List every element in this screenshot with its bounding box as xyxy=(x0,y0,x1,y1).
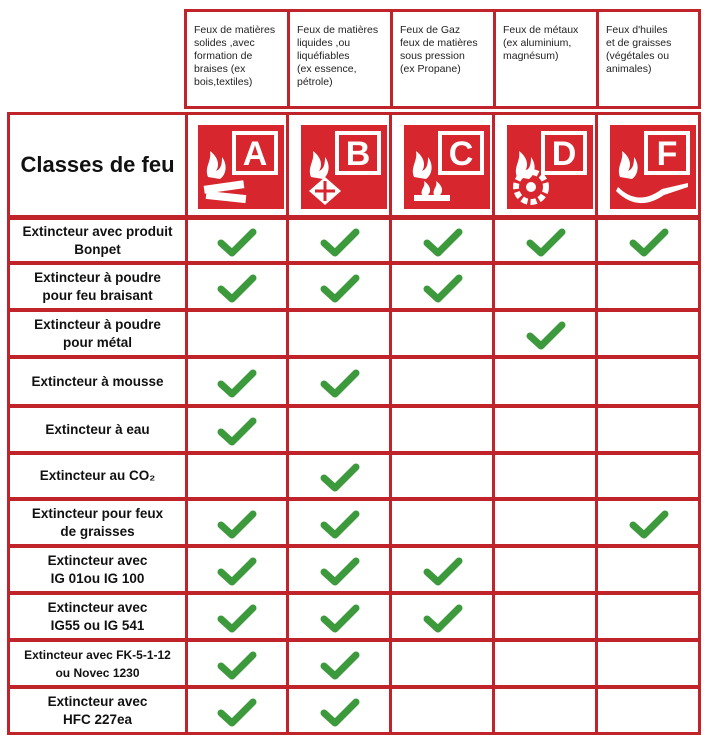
column-divider xyxy=(389,501,392,544)
checkmark-icon xyxy=(217,228,257,258)
column-divider xyxy=(286,689,289,732)
fire-class-d-icon xyxy=(507,125,593,209)
column-divider xyxy=(185,455,188,497)
table-row xyxy=(7,592,701,641)
table-row xyxy=(7,686,701,735)
checkmark-icon xyxy=(320,228,360,258)
fire-class-c-description: Feux de Gaz feux de matières sous pression (ex Propane) xyxy=(390,9,496,109)
checkmark-icon xyxy=(320,604,360,634)
column-divider xyxy=(185,115,188,215)
checkmark-icon xyxy=(526,228,566,258)
column-divider xyxy=(492,408,495,451)
checkmark-icon xyxy=(320,274,360,304)
fire-class-letter: F xyxy=(656,135,678,173)
checkmark-icon xyxy=(320,463,360,493)
column-divider xyxy=(286,408,289,451)
column-divider xyxy=(492,501,495,544)
column-divider xyxy=(185,408,188,451)
fire-class-b-description: Feux de matières liquides ,ou liquéfiables (ex essence, pétrole) xyxy=(287,9,393,109)
fire-class-letter: A xyxy=(242,135,268,173)
column-divider xyxy=(389,595,392,638)
column-divider xyxy=(595,408,598,451)
column-divider xyxy=(595,595,598,638)
column-divider xyxy=(185,359,188,404)
column-divider xyxy=(389,220,392,261)
checkmark-icon xyxy=(629,510,669,540)
checkmark-icon xyxy=(320,651,360,681)
column-divider xyxy=(492,265,495,308)
column-divider xyxy=(389,312,392,355)
fire-class-d-description: Feux de métaux (ex aluminium, magnésum) xyxy=(493,9,599,109)
column-divider xyxy=(286,115,289,215)
fire-class-a-icon xyxy=(198,125,284,209)
column-divider xyxy=(185,642,188,685)
table-row xyxy=(7,262,701,311)
checkmark-icon xyxy=(217,604,257,634)
column-divider xyxy=(595,455,598,497)
column-divider xyxy=(492,642,495,685)
fire-class-a-description: Feux de matières solides ,avec formation de braises (ex bois,textiles) xyxy=(184,9,290,109)
checkmark-icon xyxy=(217,651,257,681)
table-row xyxy=(7,405,701,454)
extinguisher-label: Extincteur à mousse xyxy=(31,373,164,389)
extinguisher-label: Extincteur à poudre pour feu braisant xyxy=(34,269,161,303)
column-divider xyxy=(389,359,392,404)
table-row xyxy=(7,217,701,264)
extinguisher-label: Extincteur à poudre pour métal xyxy=(34,316,161,350)
column-divider xyxy=(185,689,188,732)
column-divider xyxy=(389,642,392,685)
fire-class-b-icon xyxy=(301,125,387,209)
table-row xyxy=(7,309,701,358)
extinguisher-label: Extincteur au CO₂ xyxy=(39,468,156,483)
column-divider xyxy=(389,115,392,215)
column-divider xyxy=(595,265,598,308)
checkmark-icon xyxy=(217,274,257,304)
column-divider xyxy=(595,501,598,544)
column-divider xyxy=(492,455,495,497)
fire-class-c-icon xyxy=(404,125,490,209)
extinguisher-label: Extincteur avec FK-5-1-12 ou Novec 1230 xyxy=(24,647,171,680)
checkmark-icon xyxy=(320,369,360,399)
table-row xyxy=(7,452,701,500)
column-divider xyxy=(492,689,495,732)
column-divider xyxy=(185,548,188,591)
fire-class-letter: B xyxy=(345,135,371,173)
fire-class-letter: D xyxy=(551,135,577,173)
column-divider xyxy=(185,595,188,638)
column-divider xyxy=(286,595,289,638)
extinguisher-label: Extincteur à eau xyxy=(45,421,150,437)
checkmark-icon xyxy=(423,557,463,587)
extinguisher-label: Extincteur pour feux de graisses xyxy=(31,505,164,539)
extinguisher-label: Extincteur avec produit Bonpet xyxy=(22,223,173,257)
column-divider xyxy=(286,642,289,685)
checkmark-icon xyxy=(217,510,257,540)
checkmark-icon xyxy=(423,274,463,304)
column-divider xyxy=(185,265,188,308)
checkmark-icon xyxy=(320,698,360,728)
extinguisher-label: Extincteur avec IG 01ou IG 100 xyxy=(47,552,148,586)
checkmark-icon xyxy=(423,604,463,634)
table-row xyxy=(7,498,701,547)
extinguisher-label: Extincteur avec HFC 227ea xyxy=(47,693,148,727)
checkmark-icon xyxy=(423,228,463,258)
fire-class-f-description: Feux d'huiles et de graisses (végétales ou animales) xyxy=(596,9,701,109)
column-divider xyxy=(185,501,188,544)
column-divider xyxy=(492,115,495,215)
table-row xyxy=(7,545,701,594)
checkmark-icon xyxy=(217,557,257,587)
column-divider xyxy=(389,689,392,732)
column-divider xyxy=(286,501,289,544)
column-divider xyxy=(492,359,495,404)
table-title: Classes de feu xyxy=(20,152,175,177)
checkmark-icon xyxy=(217,698,257,728)
column-divider xyxy=(595,359,598,404)
column-divider xyxy=(286,548,289,591)
column-divider xyxy=(595,548,598,591)
checkmark-icon xyxy=(217,417,257,447)
column-divider xyxy=(492,595,495,638)
column-divider xyxy=(389,408,392,451)
checkmark-icon xyxy=(217,369,257,399)
checkmark-icon xyxy=(629,228,669,258)
column-divider xyxy=(389,548,392,591)
column-divider xyxy=(595,642,598,685)
extinguisher-label: Extincteur avec IG55 ou IG 541 xyxy=(47,599,148,633)
column-divider xyxy=(185,220,188,261)
column-divider xyxy=(595,115,598,215)
column-divider xyxy=(286,220,289,261)
fire-class-f-icon xyxy=(610,125,696,209)
column-divider xyxy=(286,455,289,497)
column-divider xyxy=(492,312,495,355)
icon-row xyxy=(7,112,701,218)
checkmark-icon xyxy=(526,321,566,351)
table-row xyxy=(7,639,701,688)
column-divider xyxy=(286,265,289,308)
column-divider xyxy=(286,312,289,355)
column-divider xyxy=(595,220,598,261)
column-divider xyxy=(492,220,495,261)
column-divider xyxy=(389,455,392,497)
column-divider xyxy=(595,312,598,355)
column-divider xyxy=(595,689,598,732)
checkmark-icon xyxy=(320,510,360,540)
column-divider xyxy=(185,312,188,355)
table-row xyxy=(7,356,701,407)
column-divider xyxy=(492,548,495,591)
checkmark-icon xyxy=(320,557,360,587)
column-divider xyxy=(389,265,392,308)
fire-class-letter: C xyxy=(448,135,474,173)
column-divider xyxy=(286,359,289,404)
